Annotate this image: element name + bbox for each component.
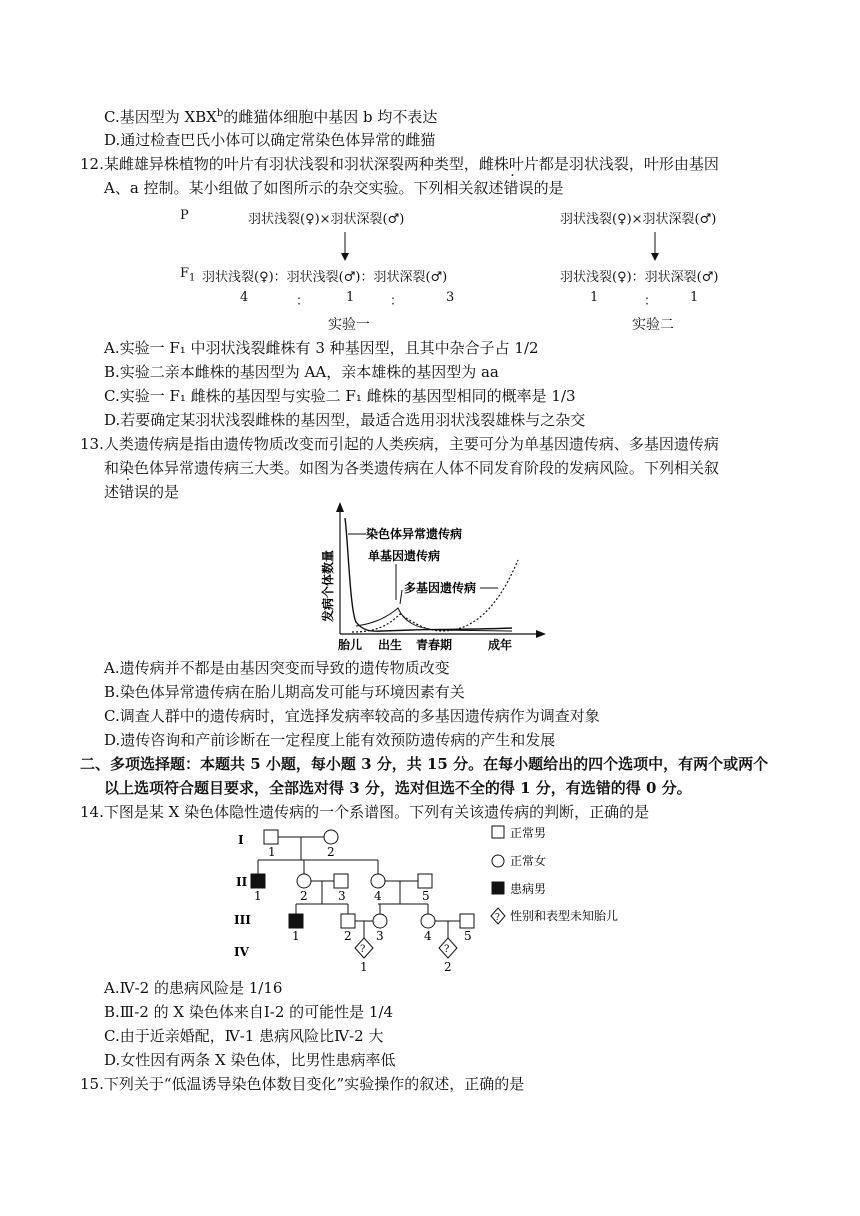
q14-stem: 14.下图是某 X 染色体隐性遗传病的一个系谱图。下列有关该遗传病的判断，正确的是: [80, 803, 650, 821]
svg-text:?: ?: [444, 944, 450, 955]
exp2-ratio-1: 1: [590, 290, 599, 305]
series-polygene-curve: [352, 560, 518, 632]
q13-stem-line1: 13.人类遗传病是指由遗传物质改变而引起的人类疾病，主要可分为单基因遗传病、多基因遗传病: [80, 435, 719, 453]
q13-option-a: A.遗传病并不都是由基因突变而导致的遗传物质改变: [104, 659, 450, 677]
exp2-f1-phenotypes: 羽状浅裂(♀)：羽状深裂(♂): [560, 270, 719, 285]
series-label-chromosome: 染色体异常遗传病: [366, 527, 463, 541]
x-tick-fetus: 胎儿: [338, 638, 363, 652]
x-tick-birth: 出生: [378, 638, 403, 652]
svg-text:5: 5: [422, 889, 430, 903]
exp1-ratio-2: 1: [346, 290, 355, 305]
svg-text:?: ?: [495, 913, 500, 923]
chart-y-arrow: [336, 502, 344, 512]
cross-experiment-figure: [150, 200, 770, 336]
p-generation-label: P: [180, 208, 189, 223]
svg-text:2: 2: [444, 960, 452, 974]
svg-text:1: 1: [292, 929, 300, 943]
exp2-parent-cross: 羽状浅裂(♀)×羽状深裂(♂): [560, 212, 717, 227]
legend-unknown-fetus: 性别和表型未知胎儿: [510, 909, 619, 923]
q13-option-b: B.染色体异常遗传病在胎儿期高发可能与环境因素有关: [104, 683, 465, 701]
exp1-parent-cross: 羽状浅裂(♀)×羽状深裂(♂): [248, 212, 405, 227]
q14-option-b: B.Ⅲ-2 的 X 染色体来自Ⅰ-2 的可能性是 1/4: [104, 1003, 394, 1021]
svg-text:1: 1: [254, 889, 262, 903]
exp1-ratio-3: 3: [446, 290, 455, 305]
q12-option-b: B.实验二亲本雌株的基因型为 AA，亲本雄株的基因型为 aa: [104, 363, 499, 381]
q12-option-d: D.若要确定某羽状浅裂雌株的基因型，最适合选用羽状浅裂雄株与之杂交: [104, 411, 586, 429]
chart-y-label: 发病个体数量: [321, 549, 335, 623]
exp2-ratio-2: 1: [690, 290, 699, 305]
q11-option-c: C.基因型为 XBX$^b$的雌猫体细胞中基因 b 均不表达: [104, 108, 438, 126]
exp1-title: 实验一: [328, 317, 370, 333]
q15-stem: 15.下列关于“低温诱导染色体数目变化”实验操作的叙述，正确的是: [80, 1075, 525, 1093]
q13-stem-line2: 和染色体异常遗传病三大类。如图为各类遗传病在人体不同发育阶段的发病风险。下列相关叙: [104, 459, 720, 477]
q14-option-a: A.Ⅳ-2 的患病风险是 1/16: [104, 979, 283, 997]
gen-label-1: I: [238, 833, 244, 847]
exp2-ratio-sep: ：: [644, 294, 658, 309]
svg-text:2: 2: [300, 889, 308, 903]
q12-stem-line1: 12.某雌雄异株植物的叶片有羽状浅裂和羽状深裂两种类型，雌株叶片都是羽状浅裂，叶形由基因: [80, 155, 719, 173]
q12-option-a: A.实验一 F₁ 中羽状浅裂雌株有 3 种基因型，且其中杂合子占 1/2: [104, 339, 539, 357]
q14-option-c: C.由于近亲婚配，Ⅳ-1 患病风险比Ⅳ-2 大: [104, 1027, 384, 1045]
f1-label: $F_1$: [180, 266, 196, 284]
q13-option-c: C.调查人群中的遗传病时，宜选择发病率较高的多基因遗传病作为调查对象: [104, 707, 600, 725]
gen-label-2: II: [236, 875, 248, 889]
legend-normal-female: 正常女: [510, 854, 547, 868]
svg-text:5: 5: [464, 929, 472, 943]
q13-stem-line3: 述错误的是: [104, 483, 180, 501]
gen-label-4: IV: [234, 945, 249, 959]
x-tick-adult: 成年: [488, 638, 513, 652]
section2-heading-line1: 二、多项选择题：本题共 5 小题，每小题 3 分，共 15 分。在每小题给出的四个选项中，有两个或两个: [80, 755, 769, 773]
legend-affected-male: 患病男: [510, 882, 547, 896]
exp2-title: 实验二: [632, 317, 674, 333]
q12-stem-line2: A、a 控制。某小组做了如图所示的杂交实验。下列相关叙述错误的是: [104, 179, 564, 197]
svg-text:1: 1: [360, 960, 368, 974]
exp1-ratio-1: 4: [240, 290, 249, 305]
svg-text:?: ?: [360, 944, 366, 955]
exp1-f1-phenotypes: 羽状浅裂(♀)：羽状浅裂(♂)：羽状深裂(♂): [202, 270, 448, 285]
svg-text:2: 2: [344, 929, 352, 943]
svg-text:1: 1: [268, 845, 276, 859]
disease-risk-chart: [312, 500, 552, 652]
svg-text:3: 3: [338, 889, 346, 903]
series-single-gene-curve: [356, 608, 512, 631]
legend-normal-male: 正常男: [510, 826, 547, 840]
svg-text:3: 3: [376, 929, 384, 943]
q14-option-d: D.女性因有两条 X 染色体，比男性患病率低: [104, 1051, 396, 1069]
x-tick-puberty: 青春期: [416, 638, 453, 652]
exp1-ratio-sep-1: ：: [296, 294, 310, 309]
q13-option-d: D.遗传咨询和产前诊断在一定程度上能有效预防遗传病的产生和发展: [104, 731, 556, 749]
pedigree-chart: [228, 822, 648, 974]
svg-text:4: 4: [424, 929, 432, 943]
series-label-polygene: 多基因遗传病: [404, 581, 477, 595]
svg-text:4: 4: [374, 889, 382, 903]
gen-label-3: III: [234, 913, 251, 927]
svg-text:2: 2: [327, 845, 335, 859]
q11-option-d: D.通过检查巴氏小体可以确定常染色体异常的雌猫: [104, 131, 436, 149]
section2-heading-line2: 以上选项符合题目要求，全部选对得 3 分，选对但选不全的得 1 分，有选错的得 0 分。: [104, 779, 692, 797]
chart-x-arrow: [536, 630, 546, 638]
series-label-single-gene: 单基因遗传病: [368, 549, 441, 563]
exp1-ratio-sep-2: ：: [390, 294, 404, 309]
q12-option-c: C.实验一 F₁ 雌株的基因型与实验二 F₁ 雌株的基因型相同的概率是 1/3: [104, 387, 576, 405]
